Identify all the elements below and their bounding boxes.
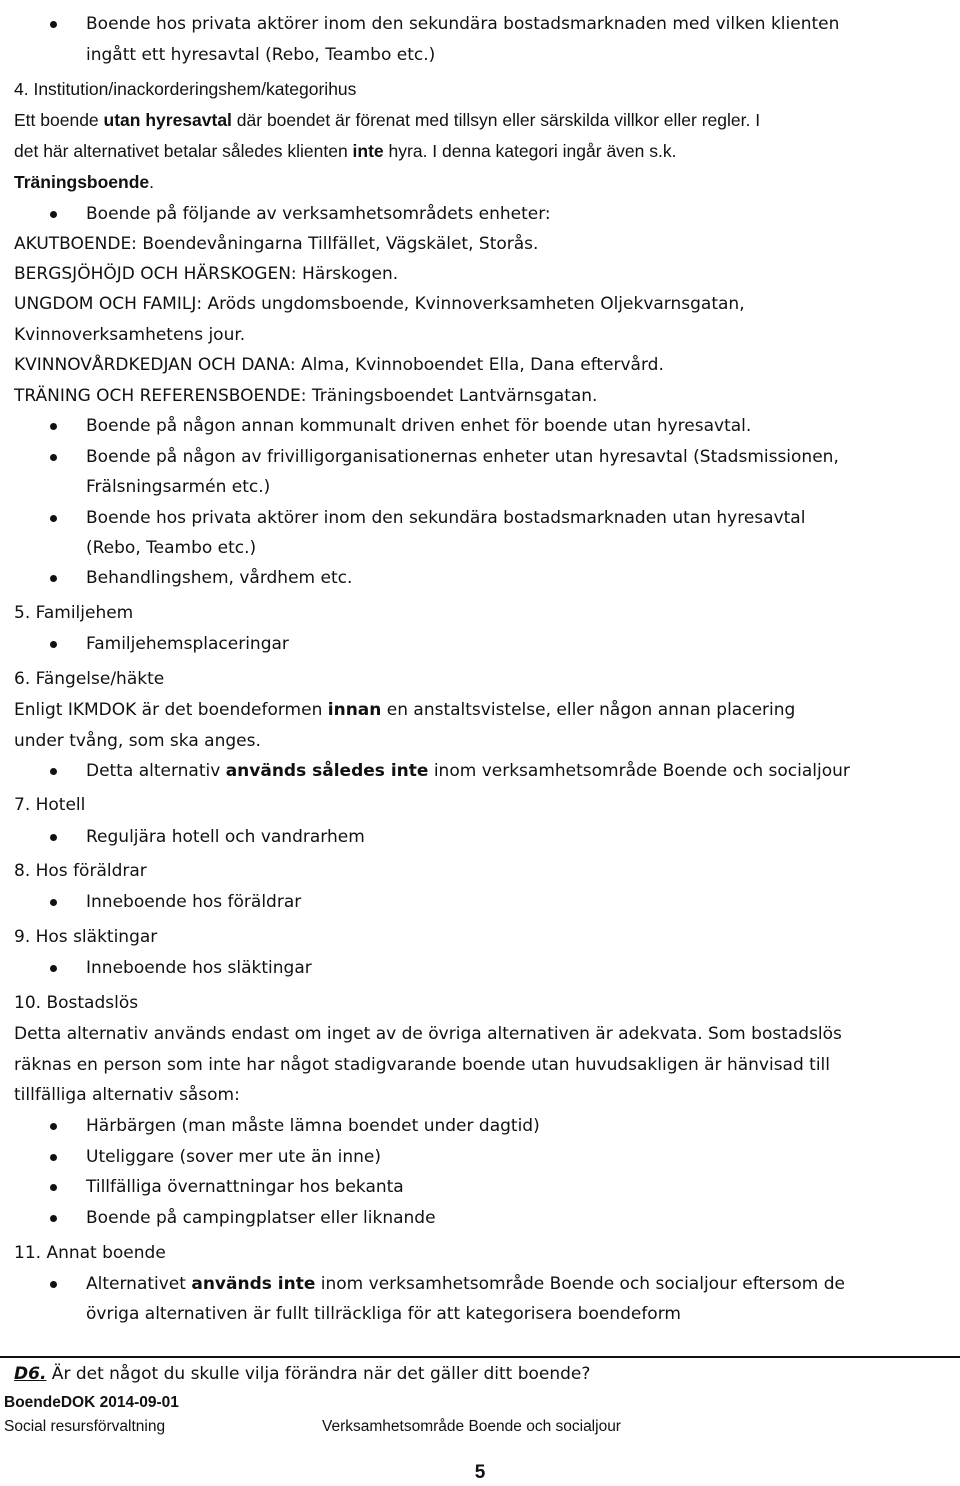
list-item: Tillfälliga övernattningar hos bekanta (86, 1177, 404, 1197)
list-item-continuation: (Rebo, Teambo etc.) (86, 538, 257, 558)
bullet-icon (50, 1123, 57, 1130)
list-item: Inneboende hos släktingar (86, 958, 312, 978)
paragraph-line: det här alternativet betalar således klienten inte hyra. I denna kategori ingår även s.k. (14, 141, 677, 161)
section-heading-6: 6. Fängelse/häkte (14, 669, 165, 689)
page-number: 5 (474, 1462, 486, 1483)
paragraph-line: Enligt IKMDOK är det boendeformen innan en anstaltsvistelse, eller någon annan placering (14, 700, 796, 720)
section-heading-5: 5. Familjehem (14, 603, 134, 623)
list-item: Reguljära hotell och vandrarhem (86, 827, 365, 847)
list-item: Inneboende hos föräldrar (86, 892, 302, 912)
question-label: D6. (14, 1364, 47, 1384)
list-item: Familjehemsplaceringar (86, 634, 289, 654)
list-item-continuation: ingått ett hyresavtal (Rebo, Teambo etc.) (86, 45, 436, 65)
bullet-icon (50, 1215, 57, 1222)
question-text: Är det något du skulle vilja förändra när det gäller ditt boende? (46, 1364, 591, 1384)
list-item: Uteliggare (sover mer ute än inne) (86, 1147, 381, 1167)
bullet-icon (50, 575, 57, 582)
paragraph-line: tillfälliga alternativ såsom: (14, 1085, 240, 1105)
bullet-icon (50, 515, 57, 522)
bullet-icon (50, 834, 57, 841)
bullet-icon (50, 211, 57, 218)
section-heading-8: 8. Hos föräldrar (14, 861, 147, 881)
list-item-continuation: övriga alternativen är fullt tillräckliga för att kategorisera boendeform (86, 1304, 681, 1324)
paragraph-line: under tvång, som ska anges. (14, 731, 261, 751)
paragraph-line: räknas en person som inte har något stadigvarande boende utan huvudsakligen är hänvisad till (14, 1055, 831, 1075)
paragraph-line: Träningsboende. (14, 172, 155, 192)
unit-line-continuation: Kvinnoverksamhetens jour. (14, 325, 246, 345)
list-item: Boende hos privata aktörer inom den sekundära bostadsmarknaden utan hyresavtal (86, 508, 806, 528)
list-item: Boende på följande av verksamhetsområdets enheter: (86, 204, 551, 224)
bullet-icon (50, 768, 57, 775)
unit-line-kvinnovardkedjan: KVINNOVÅRDKEDJAN OCH DANA: Alma, Kvinnoboendet Ella, Dana eftervård. (14, 355, 664, 375)
section-heading-4: 4. Institution/inackorderingshem/kategorihus (14, 79, 357, 99)
bullet-icon (50, 1281, 57, 1288)
list-item: Boende hos privata aktörer inom den sekundära bostadsmarknaden med vilken klienten (86, 14, 840, 34)
list-item: Härbärgen (man måste lämna boendet under dagtid) (86, 1116, 540, 1136)
bullet-icon (50, 965, 57, 972)
section-heading-7: 7. Hotell (14, 795, 86, 815)
bullet-icon (50, 641, 57, 648)
bullet-icon (50, 454, 57, 461)
unit-line-ungdom: UNGDOM OCH FAMILJ: Aröds ungdomsboende, Kvinnoverksamheten Oljekvarnsgatan, (14, 294, 745, 314)
paragraph-line: Ett boende utan hyresavtal där boendet är förenat med tillsyn eller särskilda villkor eller regler. I (14, 110, 761, 130)
question-d6 (14, 1360, 590, 1388)
section-divider (0, 1356, 960, 1358)
section-heading-10: 10. Bostadslös (14, 993, 139, 1013)
unit-line-traning: TRÄNING OCH REFERENSBOENDE: Träningsboendet Lantvärnsgatan. (14, 386, 598, 406)
bullet-icon (50, 21, 57, 28)
bullet-icon (50, 899, 57, 906)
list-item: Detta alternativ används således inte inom verksamhetsområde Boende och socialjour (86, 761, 850, 781)
footer-organization: Social resursförvaltning (4, 1418, 166, 1435)
footer-area: Verksamhetsområde Boende och socialjour (322, 1418, 621, 1435)
list-item: Boende på campingplatser eller liknande (86, 1208, 436, 1228)
list-item-continuation: Frälsningsarmén etc.) (86, 477, 271, 497)
footer-doc-id: BoendeDOK 2014-09-01 (4, 1394, 179, 1411)
section-heading-9: 9. Hos släktingar (14, 927, 158, 947)
section-heading-11: 11. Annat boende (14, 1243, 166, 1263)
list-item: Behandlingshem, vårdhem etc. (86, 568, 353, 588)
bullet-icon (50, 423, 57, 430)
unit-line-akutboende: AKUTBOENDE: Boendevåningarna Tillfället, Vägskälet, Storås. (14, 234, 539, 254)
bullet-icon (50, 1184, 57, 1191)
bullet-icon (50, 1154, 57, 1161)
unit-line-bergsjohojd: BERGSJÖHÖJD OCH HÄRSKOGEN: Härskogen. (14, 264, 399, 284)
list-item: Alternativet används inte inom verksamhetsområde Boende och socialjour eftersom de (86, 1274, 845, 1294)
list-item: Boende på någon av frivilligorganisationernas enheter utan hyresavtal (Stadsmissionen, (86, 447, 839, 467)
list-item: Boende på någon annan kommunalt driven enhet för boende utan hyresavtal. (86, 416, 752, 436)
paragraph-line: Detta alternativ används endast om inget av de övriga alternativen är adekvata. Som bostadslös (14, 1024, 842, 1044)
